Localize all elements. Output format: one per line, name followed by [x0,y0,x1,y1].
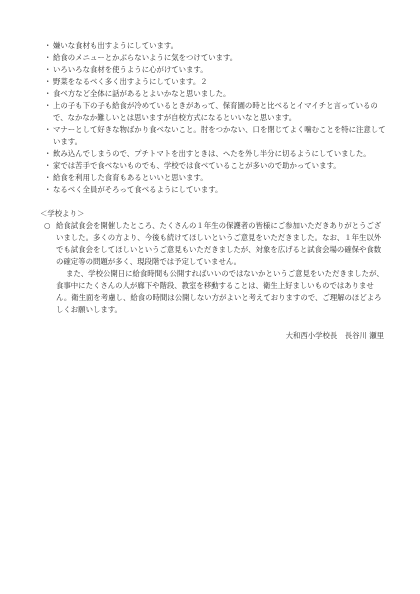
list-item: ・ 上の子も下の子も給食が冷めているときがあって、保育園の時と比べるとイマイチと言っているので、なかなか難しいとは思いますが自校方式になるといいなと思います。 [44,100,386,124]
parent-comments-list [44,40,386,196]
list-item: ・ マナーとして好きな物ばかり食べないこと。肘をつかない、口を閉じてよく噛むことを特に注意しています。 [44,124,386,148]
school-message-section [40,208,386,342]
section-heading: ＜学校より＞ [40,209,85,218]
circle-mark: ○ [44,221,51,230]
list-item: ・ 食べ方など全体に話があるとよいかなと思いました。 [44,88,386,100]
list-item: ・ 飲み込んでしまうので、プチトマトを出すときは、へたを外し半分に切るようにしていました。 [44,148,386,160]
list-item: ・ 給食を利用した食育もあるといいと思います。 [44,172,386,184]
list-item: ・ なるべく全員がそろって食べるようにしています。 [44,184,386,196]
list-item: ・ 家では苦手で食べないものでも、学校では食べていることが多いので助かっています。 [44,160,386,172]
paragraph-text: 給食試食会を開催したところ、たくさんの１年生の保護者の皆様にご参加いただきありがとうございました。多くの方より、今後も続けてほしいというご意見をいただきました。なお、１年生以外でも試食会をしてほしいというご意見もいただきましたが、対象を広げると試食会場の確保や食数の確定等の問題が多く、現段階では予定していません。 [56,221,382,266]
list-item: ・ いろいろな食材を使うように心がけています。 [44,64,386,76]
school-paragraph-1 [44,220,386,268]
principal-signature: 大和西小学校長 長谷川 瀬里 [285,331,384,340]
school-paragraph-2: また、学校公開日に給食時間も公開すればいいのではないかというご意見をいただきましたが、食事中にたくさんの人が廊下や階段、教室を移動することは、衛生上好ましいものではありません。衛生面を考慮し、給食の時間は公開しない方がよいと考えておりますので、ご理解のほどよろしくお願いします。 [56,269,384,314]
list-item: ・ 野菜をなるべく多く出すようにしています。２ [44,76,386,88]
list-item: ・ 給食のメニューとかぶらないように気をつけています。 [44,52,386,64]
list-item: ・ 嫌いな食材も出すようにしています。 [44,40,386,52]
